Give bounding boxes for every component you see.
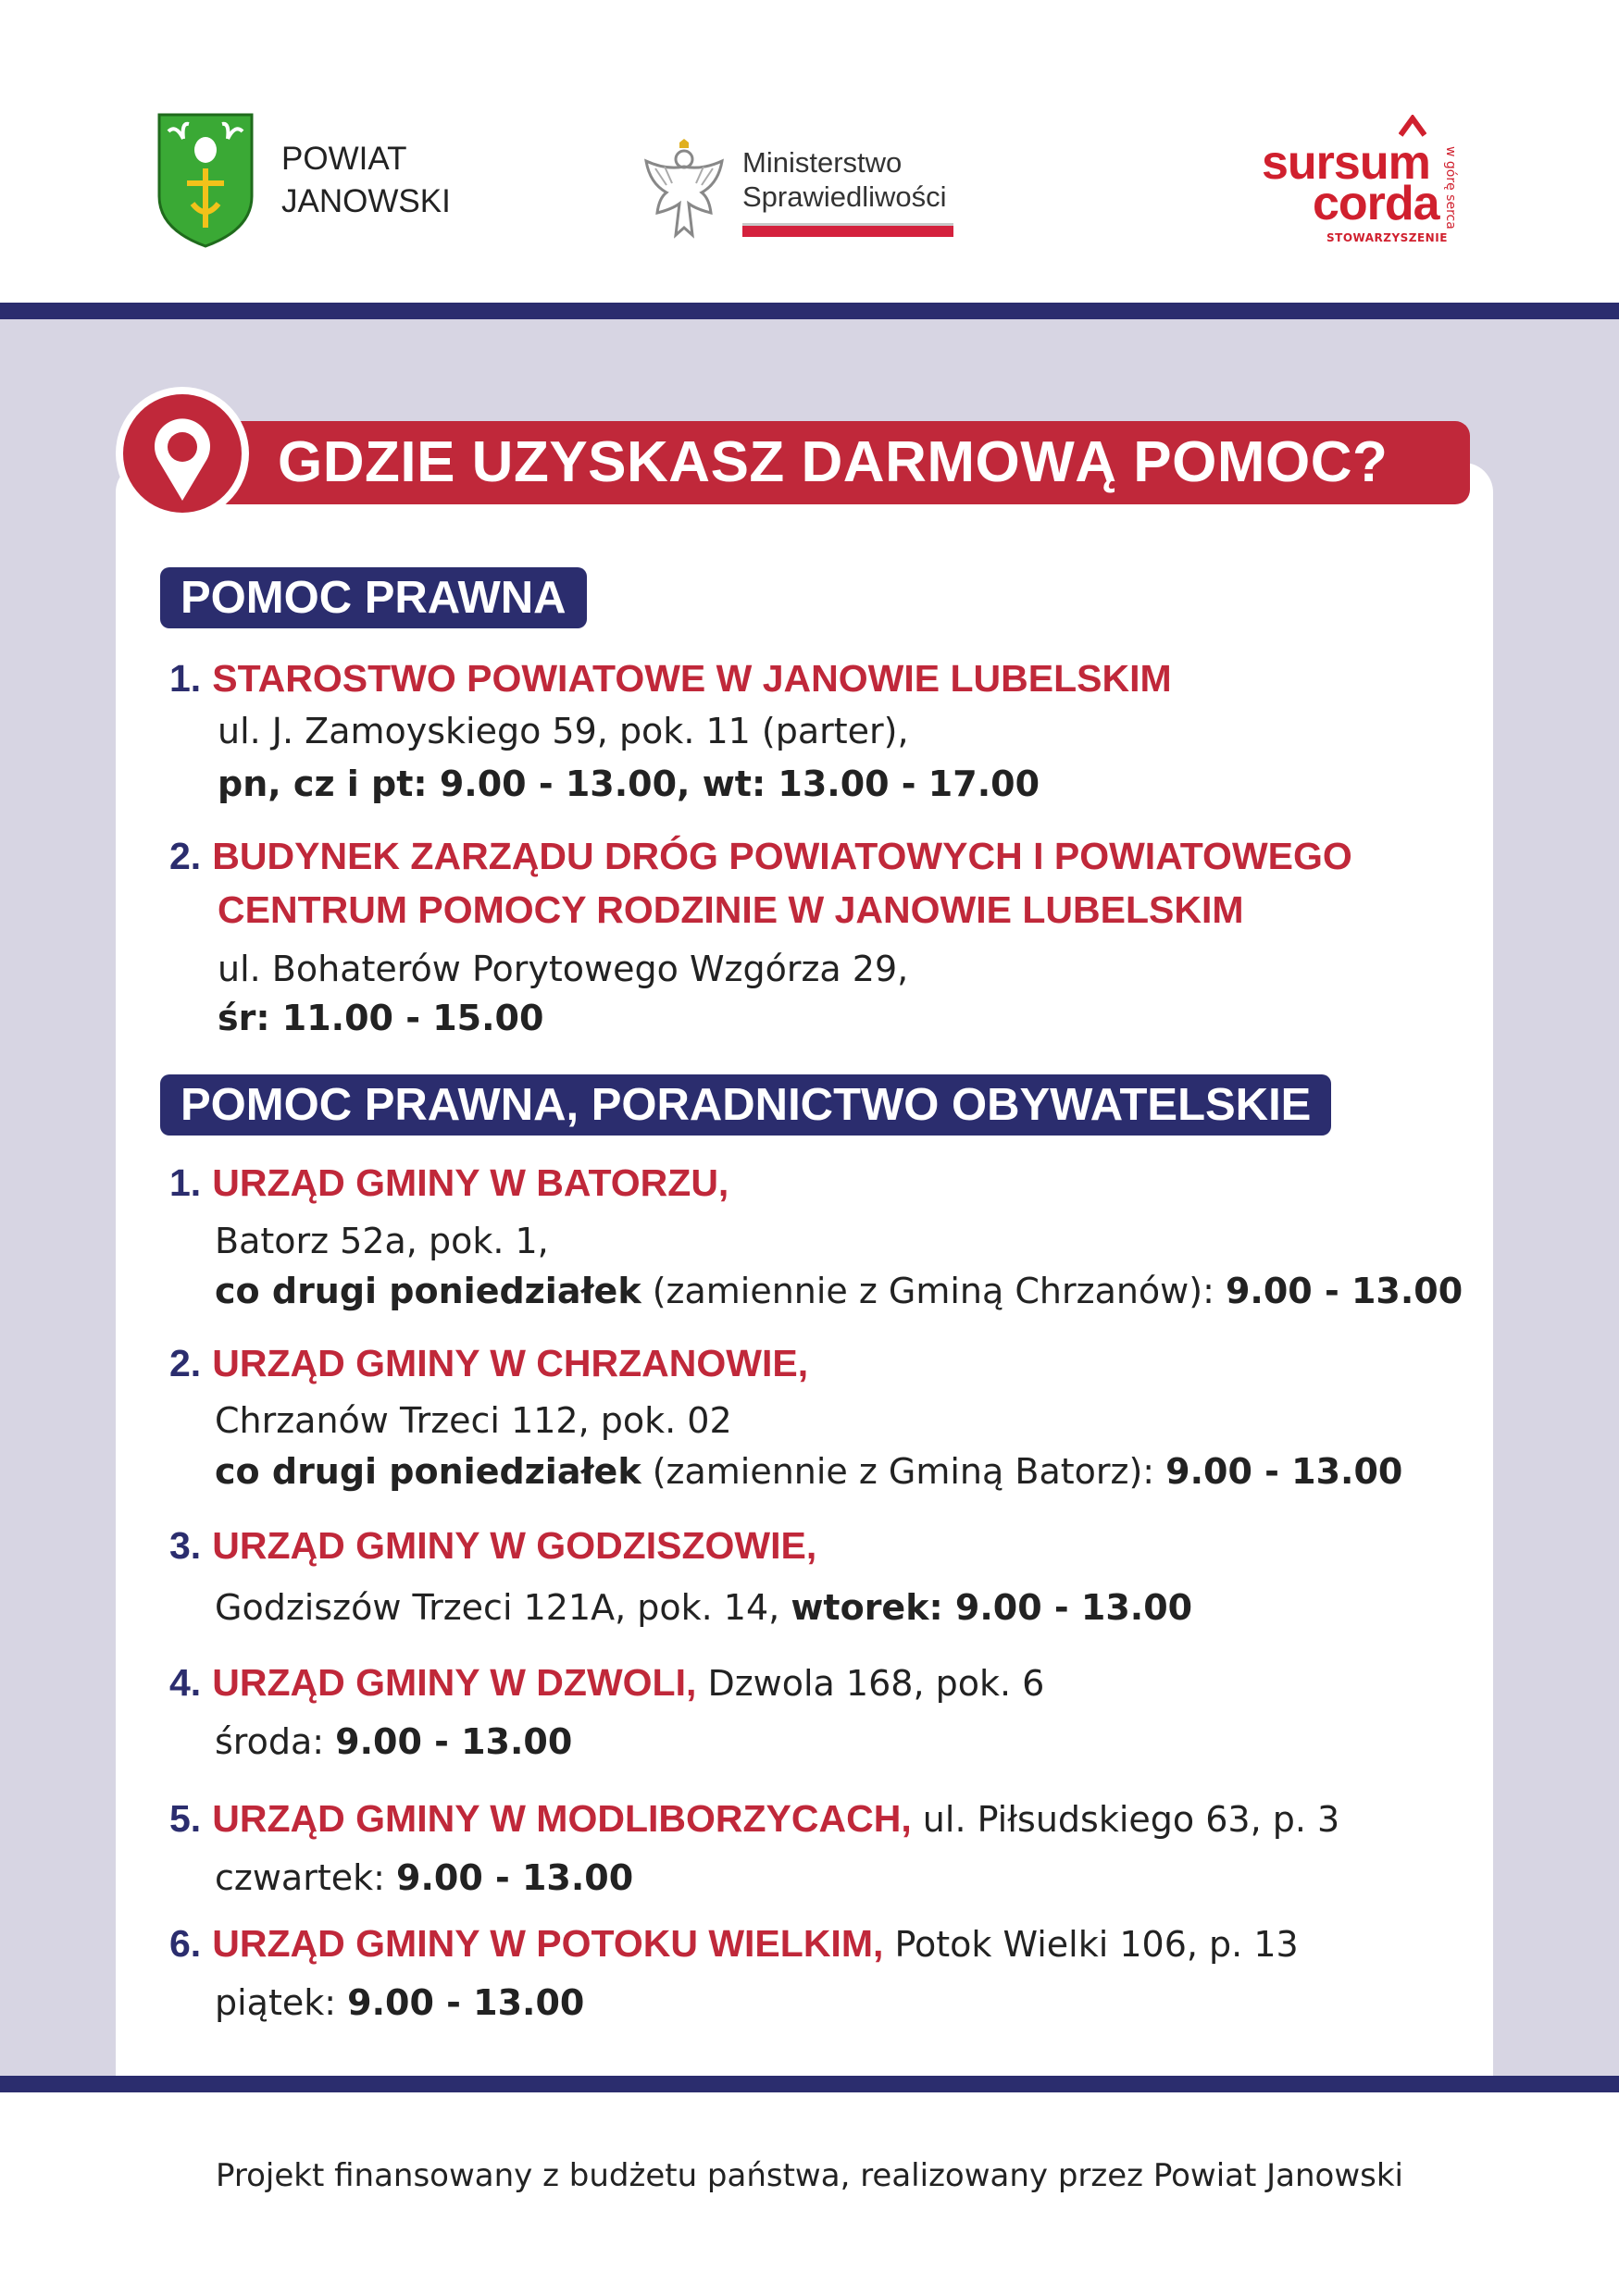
office-name: URZĄD GMINY W BATORZU, (212, 1161, 729, 1204)
ms-name-line2: Sprawiedliwości (742, 180, 947, 213)
office-name: URZĄD GMINY W POTOKU WIELKIM, (212, 1922, 884, 1965)
address-text: Dzwola 168, pok. 6 (696, 1663, 1045, 1704)
s1-item1-hours: pn, cz i pt: 9.00 - 13.00, wt: 13.00 - 17.00 (218, 763, 1040, 804)
sc-stowarzyszenie: STOWARZYSZENIE (1326, 231, 1448, 244)
item-number: 3. (169, 1524, 202, 1567)
item-number: 5. (169, 1797, 202, 1840)
powiat-coat-of-arms-icon (156, 111, 255, 250)
address-text: Potok Wielki 106, p. 13 (883, 1924, 1299, 1965)
schedule-note: (zamiennie z Gminą Batorz): (641, 1451, 1166, 1492)
item-number: 2. (169, 1342, 202, 1384)
s1-item2-hours: śr: 11.00 - 15.00 (218, 998, 544, 1038)
s2-item6-schedule (215, 1980, 584, 2026)
polish-flag-stripe (742, 223, 953, 237)
s2-item1-schedule (215, 1268, 1463, 1314)
schedule-hours: 9.00 - 13.00 (1225, 1271, 1463, 1311)
s2-item3-title (169, 1522, 816, 1570)
powiat-name-line1: POWIAT (281, 141, 407, 177)
office-name: STAROSTWO POWIATOWE W JANOWIE LUBELSKIM (212, 657, 1172, 700)
s2-item5-title (169, 1795, 1339, 1843)
schedule-day: piątek: (215, 1982, 348, 2023)
schedule-hours: 9.00 - 13.00 (335, 1721, 573, 1762)
s2-item5-schedule (215, 1855, 633, 1901)
s1-item1-title (169, 655, 1172, 702)
bottom-navy-band (0, 2076, 1619, 2092)
s2-item4-title (169, 1659, 1044, 1706)
address-text: Godziszów Trzeci 121A, pok. 14, (215, 1587, 791, 1628)
heart-caret-icon (1399, 115, 1426, 137)
s2-item1-title (169, 1160, 729, 1207)
office-name: URZĄD GMINY W GODZISZOWIE, (212, 1524, 817, 1567)
item-number: 1. (169, 1161, 202, 1204)
sc-line1: sursum (1262, 136, 1430, 190)
schedule-day: czwartek: (215, 1857, 396, 1898)
schedule-note: (zamiennie z Gminą Chrzanów): (641, 1271, 1226, 1311)
section-heading-poradnictwo: POMOC PRAWNA, PORADNICTWO OBYWATELSKIE (160, 1074, 1331, 1136)
ms-name-line1: Ministerstwo (742, 145, 903, 179)
office-name: URZĄD GMINY W MODLIBORZYCACH, (212, 1797, 912, 1840)
s2-item3-address-schedule (215, 1584, 1192, 1631)
header (0, 0, 1619, 301)
sc-line2: corda (1313, 177, 1439, 230)
office-name: URZĄD GMINY W CHRZANOWIE, (212, 1342, 809, 1384)
page-title: GDZIE UZYSKASZ DARMOWĄ POMOC? (278, 430, 1389, 494)
powiat-janowski-logo (156, 111, 451, 250)
s1-item2-title-line2 (218, 887, 1244, 934)
powiat-name-line2: JANOWSKI (281, 183, 451, 219)
sursum-corda-logo (1262, 111, 1475, 250)
sc-tagline: w górę serca (1443, 146, 1458, 230)
location-pin-icon (113, 384, 252, 523)
polish-eagle-icon (639, 139, 729, 242)
ministerstwo-sprawiedliwosci-logo (639, 139, 953, 242)
s2-item4-schedule (215, 1719, 572, 1765)
schedule-hours: wtorek: 9.00 - 13.00 (791, 1587, 1193, 1628)
office-name: BUDYNEK ZARZĄDU DRÓG POWIATOWYCH I POWIATOWEGO (212, 835, 1352, 877)
office-name: URZĄD GMINY W DZWOLI, (212, 1661, 697, 1704)
address-text: ul. Piłsudskiego 63, p. 3 (911, 1799, 1340, 1840)
s1-item1-address: ul. J. Zamoyskiego 59, pok. 11 (parter), (218, 711, 909, 751)
item-number: 4. (169, 1661, 202, 1704)
item-number: 6. (169, 1922, 202, 1965)
schedule-day: co drugi poniedziałek (215, 1451, 641, 1492)
s2-item6-title (169, 1920, 1299, 1967)
s1-item2-address: ul. Bohaterów Porytowego Wzgórza 29, (218, 949, 909, 989)
footer-funding-note: Projekt finansowany z budżetu państwa, realizowany przez Powiat Janowski (215, 2157, 1404, 2194)
s2-item2-schedule (215, 1448, 1402, 1495)
top-navy-band (0, 303, 1619, 319)
s2-item2-title (169, 1340, 808, 1387)
item-number: 2. (169, 835, 202, 877)
s2-item1-address: Batorz 52a, pok. 1, (215, 1221, 549, 1261)
schedule-day: co drugi poniedziałek (215, 1271, 641, 1311)
schedule-hours: 9.00 - 13.00 (396, 1857, 634, 1898)
schedule-hours: 9.00 - 13.00 (347, 1982, 585, 2023)
s2-item2-address: Chrzanów Trzeci 112, pok. 02 (215, 1400, 732, 1441)
item-number: 1. (169, 657, 202, 700)
s1-item2-title-line1 (169, 833, 1352, 880)
office-name: CENTRUM POMOCY RODZINIE W JANOWIE LUBELSKIM (218, 888, 1244, 931)
schedule-hours: 9.00 - 13.00 (1165, 1451, 1403, 1492)
schedule-day: środa: (215, 1721, 336, 1762)
section-heading-pomoc-prawna: POMOC PRAWNA (160, 567, 587, 628)
